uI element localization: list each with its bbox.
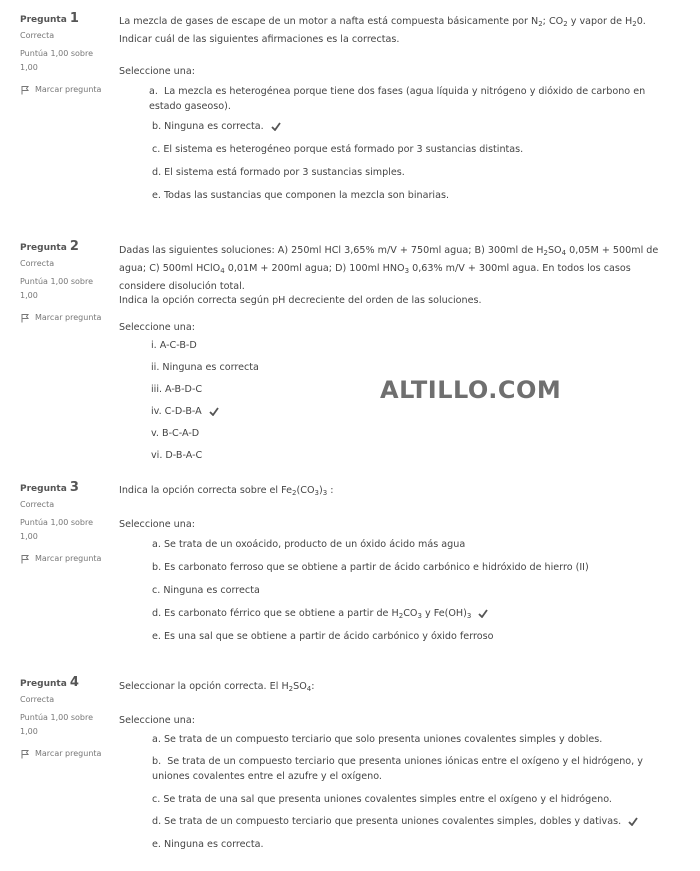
question-text: Indica la opción correcta sobre el $Fe_2(CO_3)_3$ :: [119, 485, 334, 497]
select-prompt: Seleccione una:: [119, 66, 195, 77]
question-content: [119, 243, 675, 458]
question-number: Pregunta 4: [20, 675, 79, 690]
question-content: [119, 679, 675, 852]
answer-option[interactable]: a. Se trata de un compuesto terciario que solo presenta uniones covalentes simples y dobles.: [152, 734, 603, 745]
question-state: Correcta: [20, 31, 55, 40]
question-grade: Puntúa 1,00 sobre 1,00: [20, 49, 94, 72]
check-icon: [209, 407, 219, 416]
question-info: [20, 12, 116, 97]
question-grade: Puntúa 1,00 sobre 1,00: [20, 713, 94, 736]
answer-option-correct[interactable]: iv. C-D-B-A: [119, 404, 675, 419]
answer-option[interactable]: a. La mezcla es heterogénea porque tiene dos fases (agua líquida y nitrógeno y dióxido de carbono en estado gaseoso).: [149, 86, 646, 112]
check-icon: [628, 817, 638, 826]
answer-option[interactable]: e. Es una sal que se obtiene a partir de ácido carbónico y óxido ferroso: [152, 631, 494, 642]
question-text: La mezcla de gases de escape de un motor a nafta está compuesta básicamente por $N_2$; $CO_2$ y vapor de $H_20$. Indicar cuál de las siguientes afirmaciones es la correctas.: [119, 16, 646, 45]
answer-option-correct[interactable]: d. Es carbonato férrico que se obtiene a partir de $H_2CO_3$ y $Fe(OH)_3$: [119, 606, 675, 621]
answer-option[interactable]: c. Ninguna es correcta: [152, 585, 260, 596]
question-text: Seleccionar la opción correcta. El $H_2SO_4$:: [119, 681, 315, 693]
answer-option[interactable]: vi. D-B-A-C: [151, 450, 203, 458]
answer-option[interactable]: a. Se trata de un oxoácido, producto de un óxido ácido más agua: [152, 539, 466, 550]
select-prompt: Seleccione una:: [119, 715, 195, 726]
answer-option[interactable]: iii. A-B-D-C: [151, 384, 203, 395]
flag-icon: [20, 554, 30, 564]
question-grade: Puntúa 1,00 sobre 1,00: [20, 277, 94, 300]
answer-option[interactable]: d. El sistema está formado por 3 sustancias simples.: [152, 167, 405, 178]
answer-option[interactable]: ii. Ninguna es correcta: [151, 362, 259, 373]
check-icon: [271, 122, 281, 131]
select-prompt: Seleccione una:: [119, 519, 195, 530]
watermark: ALTILLO.COM: [380, 376, 562, 404]
answer-option[interactable]: e. Todas las sustancias que componen la mezcla son binarias.: [152, 190, 450, 201]
question-number: Pregunta 2: [20, 239, 79, 254]
question-instruction: Indica la opción correcta según pH decreciente del orden de las soluciones.: [119, 295, 482, 306]
question-content: [119, 14, 675, 203]
question-info: [20, 240, 116, 325]
question-info: [20, 676, 116, 761]
answer-list: [119, 84, 675, 203]
flag-icon: [20, 749, 30, 759]
question-info: [20, 481, 116, 566]
answer-option[interactable]: i. A-C-B-D: [151, 340, 197, 351]
answer-list: [119, 338, 675, 458]
answer-option[interactable]: c. Se trata de una sal que presenta uniones covalentes simples entre el oxígeno y el hidrógeno.: [152, 794, 612, 805]
flag-question-button[interactable]: Marcar pregunta: [20, 83, 116, 97]
answer-option[interactable]: v. B-C-A-D: [151, 428, 200, 439]
flag-question-button[interactable]: Marcar pregunta: [20, 311, 116, 325]
flag-question-button[interactable]: Marcar pregunta: [20, 552, 116, 566]
check-icon: [478, 609, 488, 618]
question-text: Dadas las siguientes soluciones: A) 250ml HCl 3,65% m/V + 750ml agua; B) 300ml de $H_2SO_4$ 0,05M + 500ml de agua; C) 500ml HClO$_4$ 0,01M + 200ml agua; D) 100ml $HNO_3$ 0,63% m/V + 300ml agua. En todos los casos considere disolución total.: [119, 245, 659, 292]
question-state: Correcta: [20, 259, 55, 268]
question-state: Correcta: [20, 695, 55, 704]
flag-icon: [20, 313, 30, 323]
answer-list: [119, 732, 675, 852]
answer-option[interactable]: b. Se trata de un compuesto terciario que presenta uniones iónicas entre el oxígeno y el hidrógeno, y uniones covalentes entre el azufre y el oxígeno.: [152, 756, 643, 782]
question-grade: Puntúa 1,00 sobre 1,00: [20, 518, 94, 541]
answer-option-correct[interactable]: d. Se trata de un compuesto terciario que presenta uniones covalentes simples, dobles y dativas.: [119, 814, 675, 829]
question-number: Pregunta 1: [20, 11, 79, 26]
select-prompt: Seleccione una:: [119, 322, 195, 333]
answer-option-correct[interactable]: b. Ninguna es correcta.: [119, 119, 675, 134]
question-number: Pregunta 3: [20, 480, 79, 495]
answer-option[interactable]: c. El sistema es heterogéneo porque está formado por 3 sustancias distintas.: [152, 144, 524, 155]
question-content: [119, 483, 675, 644]
answer-option[interactable]: b. Es carbonato ferroso que se obtiene a partir de ácido carbónico e hidróxido de hierro (II): [152, 562, 589, 573]
question-state: Correcta: [20, 500, 55, 509]
answer-list: [119, 537, 675, 644]
answer-option[interactable]: e. Ninguna es correcta.: [152, 839, 264, 850]
flag-icon: [20, 85, 30, 95]
flag-question-button[interactable]: Marcar pregunta: [20, 747, 116, 761]
